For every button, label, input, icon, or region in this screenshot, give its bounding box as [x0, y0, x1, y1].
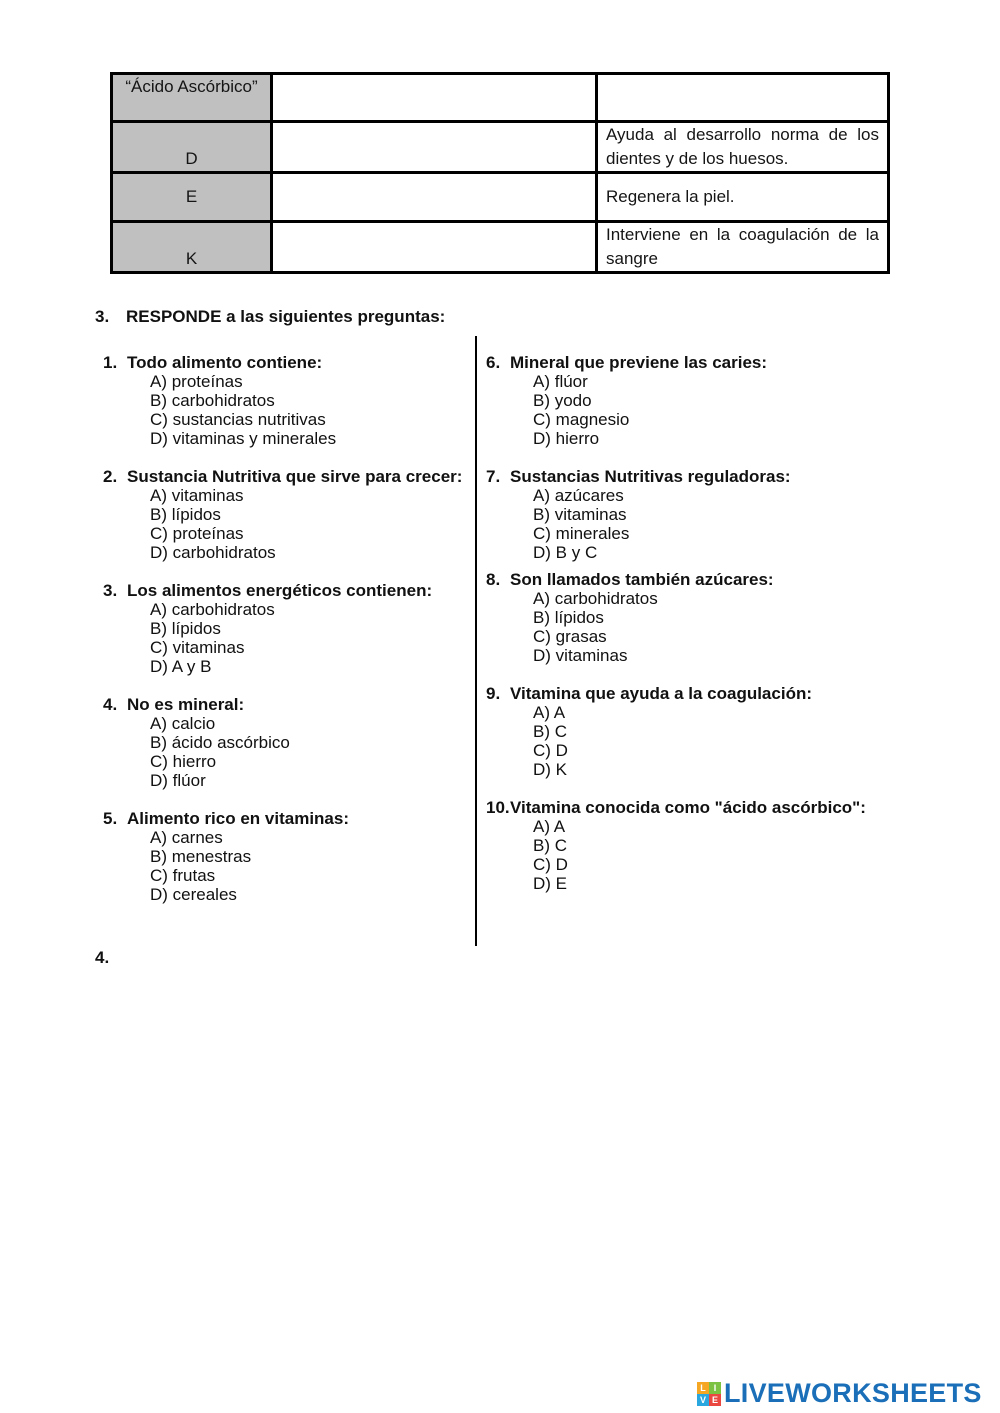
- answer-option[interactable]: B) lípidos: [150, 619, 221, 638]
- question-item: [103, 353, 483, 448]
- table-row: [112, 173, 889, 222]
- answer-option[interactable]: C) magnesio: [533, 410, 630, 429]
- answer-option[interactable]: B) menestras: [150, 847, 252, 866]
- vitamin-function-cell: [597, 74, 889, 122]
- answer-option[interactable]: C) grasas: [533, 627, 607, 646]
- answer-option[interactable]: B) C: [533, 722, 567, 741]
- question-number: 9.: [486, 684, 501, 703]
- answer-option[interactable]: D) cereales: [150, 885, 237, 904]
- question-number: 8.: [486, 570, 501, 589]
- answer-option[interactable]: D) vitaminas: [533, 646, 628, 665]
- question-text: Mineral que previene las caries:: [510, 353, 768, 372]
- question-item: [486, 467, 866, 562]
- answer-option[interactable]: C) D: [533, 741, 568, 760]
- brand-name: LIVEWORKSHEETS: [724, 1378, 982, 1408]
- answer-option[interactable]: D) K: [533, 760, 567, 779]
- logo-letter: L: [697, 1382, 709, 1394]
- answer-option[interactable]: A) A: [533, 817, 566, 836]
- question-item: [103, 581, 483, 676]
- answer-option[interactable]: B) yodo: [533, 391, 592, 410]
- section-4-heading: 4.: [95, 948, 110, 967]
- question-number: 7.: [486, 467, 501, 486]
- table-row: [112, 74, 889, 122]
- question-number: 2.: [103, 467, 118, 486]
- vitamin-source-cell: [272, 173, 597, 222]
- question-number: 5.: [103, 809, 118, 828]
- vitamin-source-cell: [272, 222, 597, 273]
- logo-letter: I: [709, 1382, 721, 1394]
- question-text: Son llamados también azúcares:: [510, 570, 774, 589]
- answer-option[interactable]: C) hierro: [150, 752, 217, 771]
- table-row: [112, 122, 889, 173]
- section-3-heading: [95, 307, 445, 327]
- answer-option[interactable]: D) B y C: [533, 543, 598, 562]
- vitamin-function-cell: Ayuda al desarrollo norma de los dientes y de los huesos.: [597, 122, 889, 173]
- answer-option[interactable]: C) D: [533, 855, 568, 874]
- section-title: RESPONDE a las siguientes preguntas:: [126, 307, 446, 326]
- question-item: [486, 684, 866, 779]
- question-text: Sustancia Nutritiva que sirve para crecer:: [127, 467, 463, 486]
- answer-option[interactable]: A) proteínas: [150, 372, 243, 391]
- answer-option[interactable]: B) lípidos: [150, 505, 221, 524]
- vitamin-function-cell: Regenera la piel.: [597, 173, 889, 222]
- question-title: [486, 684, 866, 703]
- question-number: 3.: [103, 581, 118, 600]
- vitamin-name-cell: “Ácido Ascórbico”: [112, 74, 272, 122]
- answer-option[interactable]: B) ácido ascórbico: [150, 733, 290, 752]
- vitamin-source-cell: [272, 74, 597, 122]
- vitamin-name-cell: E: [112, 173, 272, 222]
- answer-option[interactable]: D) flúor: [150, 771, 206, 790]
- questions-right-column: [486, 353, 866, 912]
- answer-option[interactable]: D) hierro: [533, 429, 600, 448]
- answer-option[interactable]: C) vitaminas: [150, 638, 245, 657]
- liveworksheets-icon: [697, 1382, 721, 1406]
- answer-option[interactable]: C) sustancias nutritivas: [150, 410, 326, 429]
- vitamin-function-cell: Interviene en la coagulación de la sangre: [597, 222, 889, 273]
- answer-option[interactable]: D) carbohidratos: [150, 543, 276, 562]
- answer-option[interactable]: B) C: [533, 836, 567, 855]
- answer-option[interactable]: C) proteínas: [150, 524, 244, 543]
- brand-logo: [697, 1378, 982, 1409]
- answer-option[interactable]: A) vitaminas: [150, 486, 244, 505]
- question-title: [486, 353, 866, 372]
- logo-letter: V: [697, 1394, 709, 1406]
- question-title: [103, 467, 483, 486]
- answer-option[interactable]: A) carbohidratos: [533, 589, 658, 608]
- answer-option[interactable]: B) lípidos: [533, 608, 604, 627]
- vitamin-source-cell: [272, 122, 597, 173]
- question-item: [103, 695, 483, 790]
- question-title: [103, 353, 483, 372]
- question-title: [486, 798, 866, 817]
- question-number: 1.: [103, 353, 118, 372]
- question-number: 6.: [486, 353, 501, 372]
- question-text: Sustancias Nutritivas reguladoras:: [510, 467, 791, 486]
- answer-option[interactable]: A) calcio: [150, 714, 216, 733]
- answer-option[interactable]: A) carbohidratos: [150, 600, 275, 619]
- question-text: Todo alimento contiene:: [127, 353, 323, 372]
- answer-option[interactable]: C) minerales: [533, 524, 630, 543]
- vitamin-name-cell: K: [112, 222, 272, 273]
- question-item: [486, 570, 866, 665]
- vitamin-name-cell: D: [112, 122, 272, 173]
- question-title: [486, 467, 866, 486]
- question-item: [486, 798, 866, 893]
- questions-left-column: [103, 353, 483, 923]
- table-row: [112, 222, 889, 273]
- answer-option[interactable]: C) frutas: [150, 866, 216, 885]
- section-number: 3.: [95, 307, 110, 326]
- answer-option[interactable]: D) A y B: [150, 657, 212, 676]
- question-text: Alimento rico en vitaminas:: [127, 809, 349, 828]
- question-number: 10.: [486, 798, 510, 817]
- answer-option[interactable]: D) E: [533, 874, 567, 893]
- question-item: [103, 467, 483, 562]
- answer-option[interactable]: B) carbohidratos: [150, 391, 275, 410]
- answer-option[interactable]: A) azúcares: [533, 486, 624, 505]
- question-text: Vitamina conocida como "ácido ascórbico":: [510, 798, 866, 817]
- answer-option[interactable]: A) A: [533, 703, 566, 722]
- question-title: [486, 570, 866, 589]
- logo-letter: E: [709, 1394, 721, 1406]
- question-title: [103, 695, 483, 714]
- question-text: Los alimentos energéticos contienen:: [127, 581, 433, 600]
- question-title: [103, 809, 483, 828]
- question-number: 4.: [103, 695, 118, 714]
- question-item: [486, 353, 866, 448]
- vitamin-table: [110, 72, 890, 274]
- question-text: No es mineral:: [127, 695, 245, 714]
- answer-option[interactable]: B) vitaminas: [533, 505, 627, 524]
- question-title: [103, 581, 483, 600]
- question-text: Vitamina que ayuda a la coagulación:: [510, 684, 812, 703]
- answer-option[interactable]: A) carnes: [150, 828, 223, 847]
- answer-option[interactable]: A) flúor: [533, 372, 588, 391]
- answer-option[interactable]: D) vitaminas y minerales: [150, 429, 337, 448]
- question-item: [103, 809, 483, 904]
